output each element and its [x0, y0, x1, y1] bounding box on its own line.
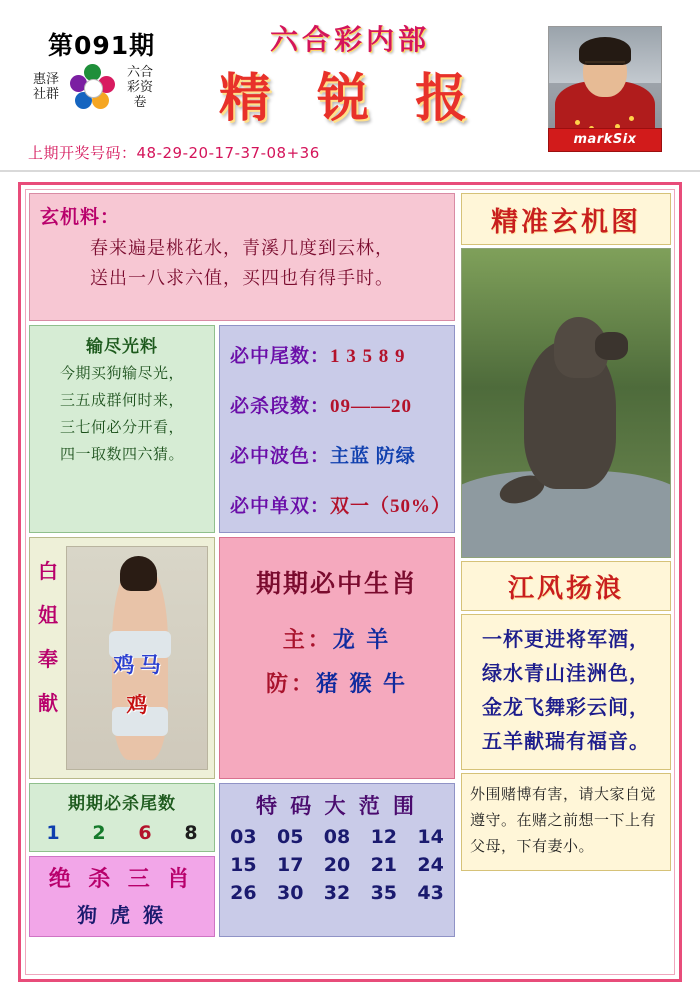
prediction-row	[220, 382, 454, 432]
page-title: 精 锐 报	[218, 68, 482, 129]
lady-photo-overlay-top: 鸡 马	[113, 653, 161, 678]
shujinguang-line: 三七何必分开看，	[59, 420, 184, 436]
range-number: 43	[417, 882, 444, 904]
shujinguang-title: 输尽光料	[86, 337, 158, 356]
riddle-poem-box	[29, 193, 455, 321]
number-range-box	[219, 783, 455, 937]
prediction-row	[220, 432, 454, 482]
zodiac-title: 期期必中生肖	[255, 571, 418, 598]
left-column	[29, 193, 455, 971]
range-number: 30	[276, 882, 304, 904]
range-number: 08	[323, 826, 351, 848]
riddle-poem-title: 玄机料：	[40, 207, 121, 228]
kill-tail-number: 8	[184, 822, 198, 844]
xuanji-poem-line: 一杯更进将军酒，	[482, 629, 650, 651]
last-draw-numbers: 上期开奖号码：48-29-20-17-37-08+36	[28, 144, 320, 162]
zodiac-value: 龙 羊	[332, 627, 392, 652]
range-number: 32	[323, 882, 351, 904]
lady-photo-overlay-bottom: 鸡	[126, 693, 148, 718]
range-number: 26	[230, 882, 257, 904]
range-number: 21	[370, 854, 398, 876]
prediction-value: 主蓝 防绿	[330, 446, 416, 467]
lady-photo-box	[29, 537, 215, 779]
page-header	[0, 0, 700, 172]
range-number: 17	[276, 854, 304, 876]
xuanji-title-box	[461, 193, 671, 245]
kill-zodiac-title: 绝 杀 三 肖	[48, 866, 196, 891]
kill-tail-number: 6	[138, 822, 152, 844]
riddle-poem-line: 春来遍是桃花水，青溪几度到云林，	[90, 238, 394, 258]
range-number: 03	[230, 826, 257, 848]
shujinguang-box	[29, 325, 215, 533]
header-subtitle: 六合彩内部	[269, 23, 430, 56]
prediction-value: 双一（50%）	[330, 496, 452, 517]
kill-tails-box	[29, 783, 215, 852]
xuanji-poem-line: 五羊献瑞有福音。	[482, 731, 650, 753]
content-frame	[18, 182, 682, 982]
logo-right-text: 六合彩资卷	[126, 64, 153, 110]
prediction-label: 必中尾数：	[230, 346, 331, 367]
shujinguang-line: 三五成群何时来，	[59, 393, 184, 409]
riddle-poem-line: 送出一八求六值，买四也有得手时。	[90, 268, 394, 288]
zodiac-key: 防：	[265, 671, 316, 696]
range-number: 05	[276, 826, 304, 848]
shujinguang-line: 今期买狗输尽光，	[59, 366, 184, 382]
predictions-box	[219, 325, 455, 533]
prediction-row	[220, 482, 454, 532]
xuanji-title: 精准玄机图	[491, 207, 641, 237]
kill-tails-numbers	[30, 822, 214, 844]
range-number: 24	[417, 854, 444, 876]
xuanji-poem-box	[461, 614, 671, 770]
prediction-label: 必中波色：	[230, 446, 331, 467]
range-number: 14	[417, 826, 444, 848]
xuanji-subtitle: 江风扬浪	[507, 574, 624, 603]
disclaimer-text: 外围赌博有害，请大家自觉遵守。在赌之前想一下上有父母，下有妻小。	[461, 773, 671, 871]
zodiac-value: 猪 猴 牛	[316, 671, 409, 696]
kill-tail-number: 1	[46, 822, 60, 844]
right-column	[461, 193, 671, 971]
number-range-grid	[220, 826, 454, 904]
zodiac-row	[220, 662, 454, 706]
xuanji-poem-line: 金龙飞舞彩云间，	[482, 697, 650, 719]
number-range-title: 特 码 大 范 围	[256, 794, 418, 818]
logo-left-text: 惠泽社群	[32, 72, 59, 102]
prediction-label: 必中单双：	[230, 496, 331, 517]
prediction-row	[220, 332, 454, 382]
xuanji-subtitle-box	[461, 561, 671, 611]
xuanji-poem-line: 绿水青山洼洲色，	[482, 663, 650, 685]
header-divider	[0, 170, 700, 172]
zodiac-box	[219, 537, 455, 779]
lady-photo	[66, 546, 208, 770]
baboon-photo	[461, 248, 671, 558]
brand-badge: markSix	[548, 128, 662, 152]
prediction-value: 1 3 5 8 9	[330, 346, 406, 367]
zodiac-row	[220, 618, 454, 662]
range-number: 20	[323, 854, 351, 876]
issue-number: 第091期	[48, 31, 156, 60]
kill-zodiac-box	[29, 856, 215, 937]
prediction-value: 09——20	[330, 396, 413, 417]
lady-photo-side-text: 白姐奉献	[38, 561, 58, 715]
range-number: 15	[230, 854, 257, 876]
range-number: 35	[370, 882, 398, 904]
prediction-label: 必杀段数：	[230, 396, 331, 417]
kill-tails-title: 期期必杀尾数	[68, 794, 176, 813]
zodiac-key: 主：	[282, 627, 333, 652]
kill-zodiac-values: 狗 虎 猴	[77, 905, 167, 927]
shujinguang-line: 四一取数四六猜。	[59, 447, 184, 463]
portrait-photo	[548, 26, 662, 140]
kill-tail-number: 2	[92, 822, 106, 844]
range-number: 12	[370, 826, 398, 848]
